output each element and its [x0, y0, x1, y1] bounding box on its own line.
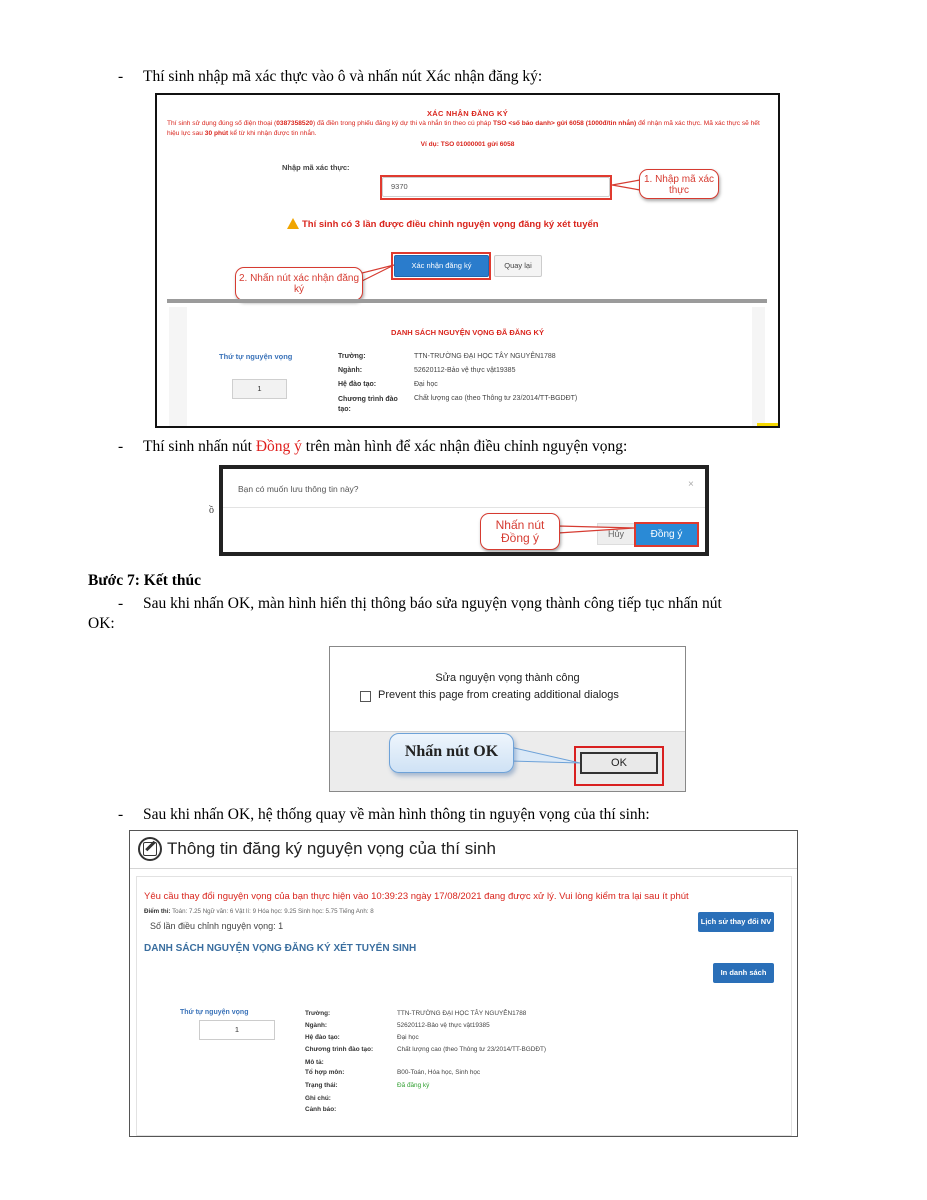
instruction-ok-line2: OK: [88, 615, 115, 632]
field-label: Chương trình đào tạo: [338, 396, 398, 413]
callout-confirm: 2. Nhấn nút xác nhận đăng ký [235, 267, 363, 301]
verify-title: XÁC NHẬN ĐĂNG KÝ [426, 109, 509, 118]
adjustment-warning: Thí sinh có 3 lần được điều chỉnh nguyện vọng đăng ký xét tuyển [287, 216, 599, 230]
code-label: Nhập mã xác thực: [282, 163, 350, 172]
content-panel [136, 876, 792, 1136]
field-value: 52620112-Bảo vệ thực vật19385 [397, 1022, 490, 1029]
sms-example: Ví dụ: TSO 01000001 gửi 6058 [420, 141, 515, 148]
stray-glyph: ồ [209, 505, 214, 516]
edit-count: Số lần điều chỉnh nguyện vọng: 1 [150, 921, 284, 931]
prevent-dialogs-label: Prevent this page from creating additional dialogs [378, 689, 619, 701]
bullet-dash: - [118, 595, 124, 612]
bullet-dash: - [118, 806, 124, 823]
field-label: Cảnh báo: [305, 1106, 337, 1113]
instruction-agree: Thí sinh nhấn nút Đồng ý trên màn hình để xác nhận điều chỉnh nguyện vọng: [143, 438, 628, 455]
history-button[interactable]: Lịch sử thay đổi NV [698, 912, 774, 932]
back-button[interactable]: Quay lại [494, 255, 542, 277]
status-value: Đã đăng ký [397, 1082, 430, 1089]
instruction-enter-code: Thí sinh nhập mã xác thực vào ô và nhấn nút Xác nhận đăng ký: [143, 68, 543, 85]
confirm-registration-button[interactable]: Xác nhận đăng ký [394, 255, 489, 277]
verify-instructions: Thí sinh sử dụng đúng số điện thoại (0387358520) đã điền trong phiếu đăng ký dự thi và nhắn tin theo cú pháp TSO <số báo danh> gửi 6058 (1000đ/tin nhắn) để nhận mã xác thực. Mã xác thực sẽ hết hiệu lực sau 30 phút kể từ khi nhận được tin nhắn. [167, 120, 760, 137]
section-divider [167, 299, 767, 303]
field-label: Ngành: [338, 367, 363, 374]
close-icon[interactable]: × [688, 479, 694, 490]
field-value: TTN-TRƯỜNG ĐẠI HỌC TÂY NGUYÊN1788 [414, 353, 556, 360]
order-label: Thứ tự nguyện vọng [180, 1009, 249, 1016]
callout-ok-pointer [510, 743, 582, 771]
field-value: Đại học [414, 381, 438, 388]
dialog-divider [223, 507, 705, 508]
screenshot-verify-registration [155, 93, 780, 428]
verification-code-input[interactable]: 9370 [382, 177, 610, 197]
exam-scores: Điểm thi: Toán: 7.25 Ngữ văn: 6 Vật lí: 9 Hóa học: 9.25 Sinh học: 5.75 Tiếng Anh: 8 [144, 908, 374, 915]
cancel-button[interactable]: Hủy [597, 523, 635, 545]
checkbox-icon[interactable] [360, 691, 371, 702]
registered-list-title: DANH SÁCH NGUYỆN VỌNG ĐÃ ĐĂNG KÝ [391, 328, 544, 337]
bullet-dash: - [118, 68, 124, 85]
field-label: Trường: [338, 353, 366, 360]
field-label: Tổ hợp môn: [305, 1069, 345, 1076]
success-message: Sửa nguyện vọng thành công [435, 672, 580, 684]
field-value: Chất lượng cao (theo Thông tư 23/2014/TT-BGDĐT) [414, 395, 578, 402]
screenshot-registration-info [129, 830, 798, 1137]
bullet-dash: - [118, 438, 124, 455]
field-label: Hệ đào tạo: [305, 1034, 340, 1041]
field-label: Ngành: [305, 1022, 328, 1029]
callout-agree-pointer [558, 521, 636, 537]
ok-button[interactable]: OK [580, 752, 658, 774]
field-label: Trường: [305, 1010, 331, 1017]
warning-icon [287, 218, 299, 229]
pending-alert: Yêu cầu thay đổi nguyện vọng của bạn thực hiện vào 10:39:23 ngày 17/08/2021 đang được xử lý. Vui lòng kiểm tra lại sau ít phút [144, 891, 689, 902]
field-label: Trạng thái: [305, 1082, 338, 1089]
order-value: 1 [232, 379, 287, 399]
order-value: 1 [199, 1020, 275, 1040]
callout-ok: Nhấn nút OK [389, 733, 514, 773]
step-7-heading: Bước 7: Kết thúc [88, 572, 202, 589]
instruction-return: Sau khi nhấn OK, hệ thống quay về màn hình thông tin nguyện vọng của thí sinh: [143, 806, 650, 823]
field-value: B00-Toán, Hóa học, Sinh học [397, 1069, 481, 1076]
field-label: Ghi chú: [305, 1095, 331, 1102]
instruction-ok-line1: Sau khi nhấn OK, màn hình hiển thị thông báo sửa nguyện vọng thành công tiếp tục nhấn nút [143, 595, 722, 612]
field-value: Chất lượng cao (theo Thông tư 23/2014/TT-BGDĐT) [397, 1046, 547, 1053]
print-list-button[interactable]: In danh sách [713, 963, 774, 983]
callout1-pointer [612, 179, 642, 191]
field-label: Chương trình đào tạo: [305, 1046, 374, 1053]
field-value: TTN-TRƯỜNG ĐẠI HỌC TÂY NGUYÊN1788 [397, 1010, 527, 1017]
field-value: Đại học [397, 1034, 419, 1041]
screenshot-save-dialog [219, 465, 709, 556]
field-value: 52620112-Bảo vệ thực vật19385 [414, 367, 516, 374]
yellow-marker [757, 423, 780, 428]
callout-agree: Nhấn nút Đồng ý [480, 513, 560, 550]
field-label: Mô tả: [305, 1059, 324, 1066]
save-question: Bạn có muốn lưu thông tin này? [238, 484, 359, 494]
field-label: Hệ đào tạo: [338, 381, 377, 388]
agree-button[interactable]: Đồng ý [634, 522, 699, 547]
page-title: Thông tin đăng ký nguyện vọng của thí sinh [167, 839, 496, 858]
screenshot-success-alert [329, 646, 686, 792]
callout-enter-code: 1. Nhập mã xác thực [639, 169, 719, 199]
wishlist-title: DANH SÁCH NGUYỆN VỌNG ĐĂNG KÝ XÉT TUYỂN SINH [144, 943, 417, 954]
order-label: Thứ tự nguyện vọng [219, 352, 293, 361]
